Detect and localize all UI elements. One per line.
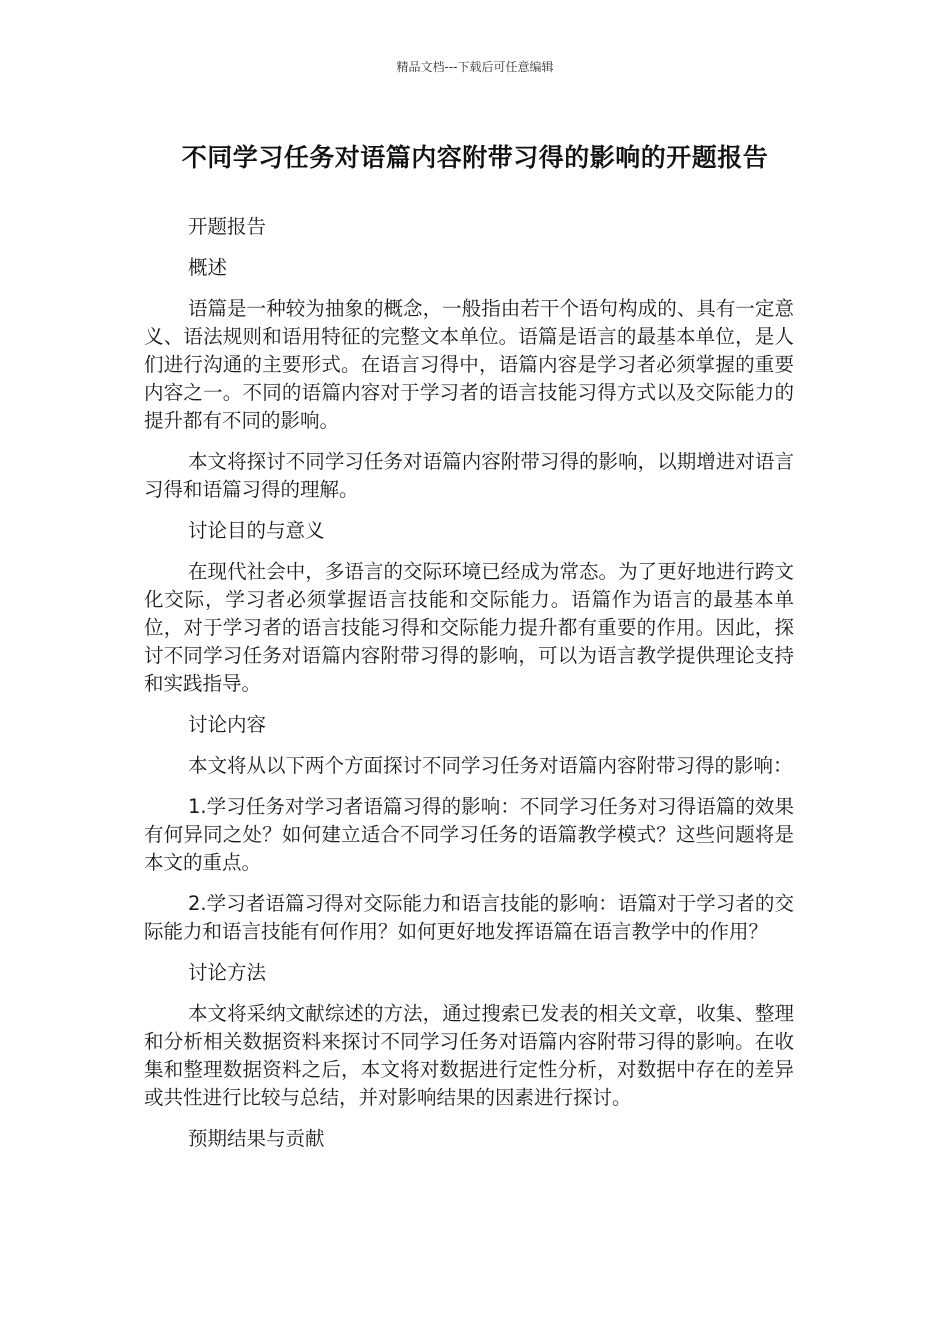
section-heading-overview: 概述 xyxy=(188,256,228,279)
paragraph-content-point-2: 2.学习者语篇习得对交际能力和语言技能的影响：语篇对于学习者的交际能力和语言技能有何作用？如何更好地发挥语篇在语言教学中的作用？ xyxy=(144,892,794,943)
page-header-note: 精品文档---下载后可任意编辑 xyxy=(396,60,554,74)
paragraph-content-point-1: 1.学习任务对学习者语篇习得的影响：不同学习任务对习得语篇的效果有何异同之处？如何建立适合不同学习任务的语篇教学模式？这些问题将是本文的重点。 xyxy=(144,795,794,874)
section-heading-expected-results: 预期结果与贡献 xyxy=(188,1127,325,1150)
paragraph-method: 本文将采纳文献综述的方法，通过搜索已发表的相关文章，收集、整理和分析相关数据资料来探讨不同学习任务对语篇内容附带习得的影响。在收集和整理数据资料之后，本文将对数据进行定性分析，对数据中存在的差异或共性进行比较与总结，并对影响结果的因素进行探讨。 xyxy=(144,1002,794,1109)
paragraph-overview-aim: 本文将探讨不同学习任务对语篇内容附带习得的影响，以期增进对语言习得和语篇习得的理解。 xyxy=(144,450,794,501)
paragraph-overview-definition: 语篇是一种较为抽象的概念，一般指由若干个语句构成的、具有一定意义、语法规则和语用特征的完整文本单位。语篇是语言的最基本单位，是人们进行沟通的主要形式。在语言习得中，语篇内容是学习者必须掌握的重要内容之一。不同的语篇内容对于学习者的语言技能习得方式以及交际能力的提升都有不同的影响。 xyxy=(144,297,794,432)
paragraph-purpose: 在现代社会中，多语言的交际环境已经成为常态。为了更好地进行跨文化交际，学习者必须掌握语言技能和交际能力。语篇作为语言的最基本单位，对于学习者的语言技能习得和交际能力提升都有重要的作用。因此，探讨不同学习任务对语篇内容附带习得的影响，可以为语言教学提供理论支持和实践指导。 xyxy=(144,560,794,695)
section-heading-method: 讨论方法 xyxy=(188,961,267,984)
document-title: 不同学习任务对语篇内容附带习得的影响的开题报告 xyxy=(181,143,769,172)
section-heading-purpose: 讨论目的与意义 xyxy=(188,519,325,542)
section-heading-report: 开题报告 xyxy=(188,215,267,238)
paragraph-content-intro: 本文将从以下两个方面探讨不同学习任务对语篇内容附带习得的影响： xyxy=(188,754,793,777)
section-heading-content: 讨论内容 xyxy=(188,713,267,736)
document-body xyxy=(144,213,794,1166)
